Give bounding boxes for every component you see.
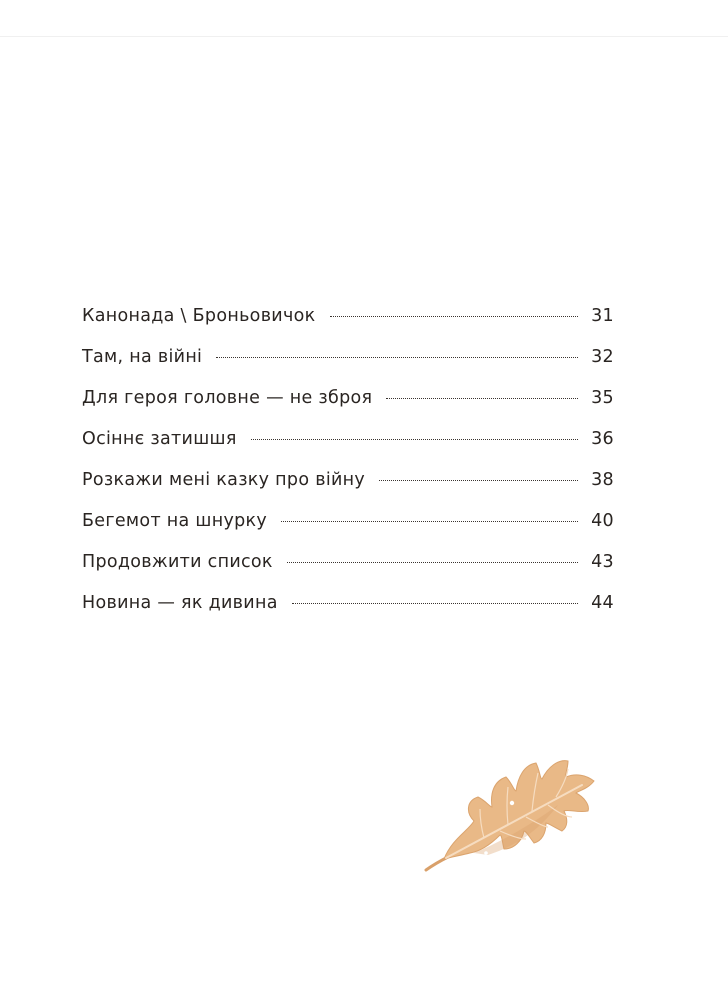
toc-dot-leader bbox=[386, 398, 578, 399]
toc-entry-page: 43 bbox=[591, 552, 614, 572]
toc-entry-title: Осіннє затишшя bbox=[82, 429, 237, 449]
toc-dot-leader bbox=[379, 480, 578, 481]
leaf-blade bbox=[444, 761, 594, 859]
toc-dot-leader bbox=[330, 316, 579, 317]
toc-entry-title: Продовжити список bbox=[82, 552, 273, 572]
table-of-contents bbox=[82, 296, 614, 624]
toc-entry-title: Бегемот на шнурку bbox=[82, 511, 268, 531]
toc-dot-leader bbox=[216, 357, 578, 358]
toc-entry-title: Там, на війні bbox=[82, 347, 203, 367]
toc-entry[interactable] bbox=[82, 583, 614, 624]
toc-entry-title: Розкажи мені казку про війну bbox=[82, 470, 366, 490]
top-divider bbox=[0, 36, 728, 37]
toc-entry[interactable] bbox=[82, 296, 614, 337]
toc-dot-leader bbox=[281, 521, 578, 522]
toc-entry[interactable] bbox=[82, 542, 614, 583]
toc-entry-page: 35 bbox=[591, 388, 614, 408]
toc-entry-page: 32 bbox=[591, 347, 614, 367]
toc-dot-leader bbox=[251, 439, 578, 440]
toc-dot-leader bbox=[292, 603, 578, 604]
toc-entry-page: 38 bbox=[591, 470, 614, 490]
toc-entry[interactable] bbox=[82, 501, 614, 542]
toc-entry-title: Для героя головне — не зброя bbox=[82, 388, 373, 408]
oak-leaf-icon bbox=[408, 735, 618, 895]
toc-entry-title: Канонада \ Броньовичок bbox=[82, 306, 316, 326]
toc-entry[interactable] bbox=[82, 337, 614, 378]
toc-dot-leader bbox=[287, 562, 578, 563]
toc-entry[interactable] bbox=[82, 460, 614, 501]
toc-entry-page: 31 bbox=[591, 306, 614, 326]
toc-entry-page: 36 bbox=[591, 429, 614, 449]
toc-entry-page: 44 bbox=[591, 593, 614, 613]
toc-entry[interactable] bbox=[82, 378, 614, 419]
toc-entry-title: Новина — як дивина bbox=[82, 593, 278, 613]
toc-entry[interactable] bbox=[82, 419, 614, 460]
toc-entry-page: 40 bbox=[591, 511, 614, 531]
